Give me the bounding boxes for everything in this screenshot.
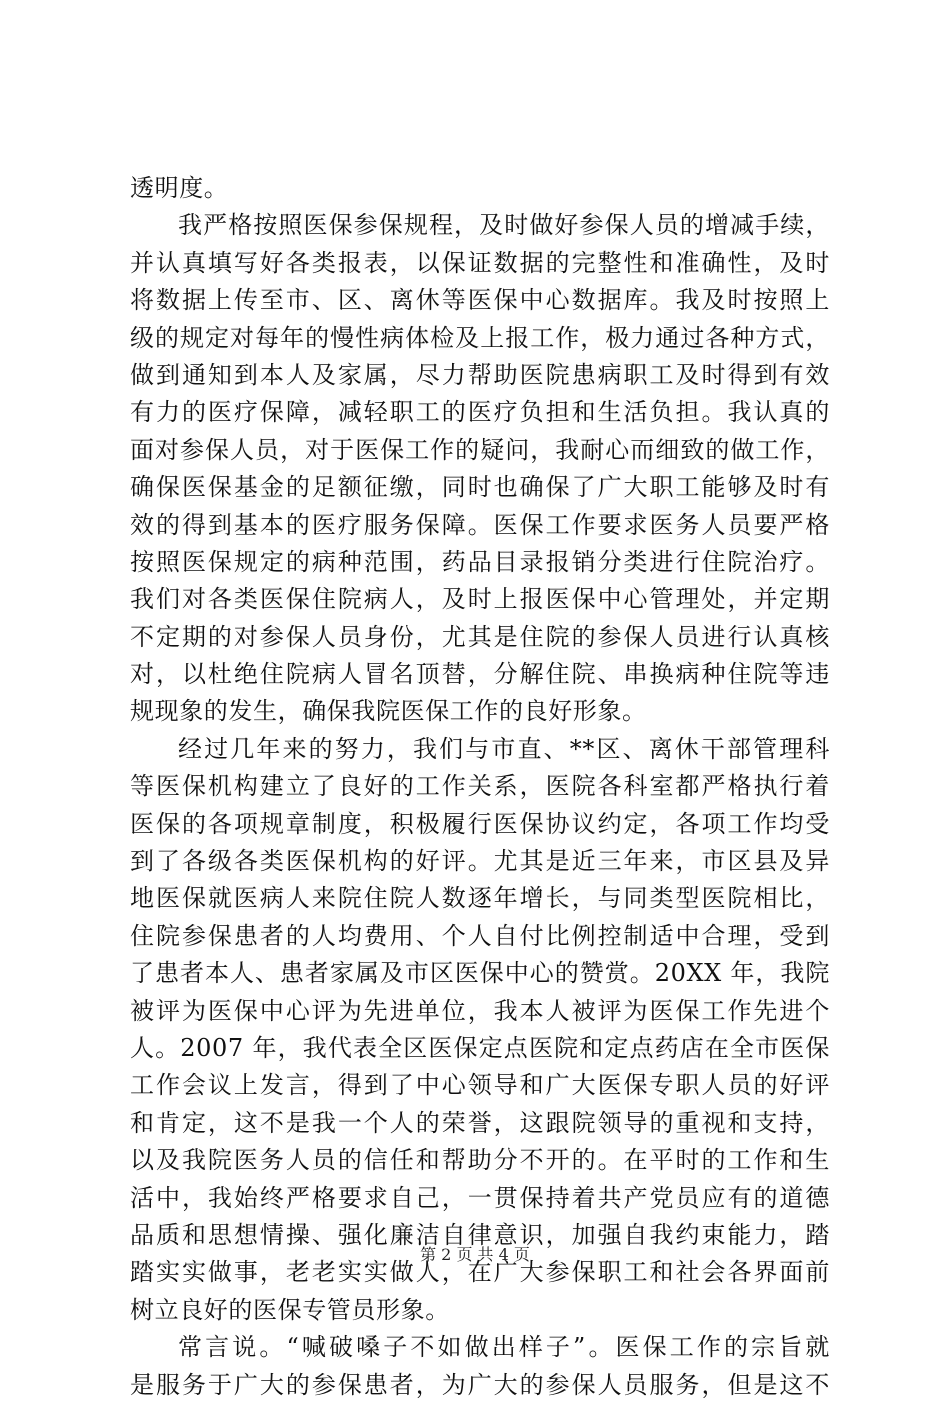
text-line: 透明度。 (130, 174, 229, 202)
text-line: 地医保就医病人来院住院人数逐年增长，与同类型医院相比， (130, 884, 830, 913)
page-footer: 第 2 页 共 4 页 (420, 1245, 530, 1264)
text-line: 工作会议上发言，得到了中心领导和广大医保专职人员的好评 (130, 1071, 830, 1100)
text-line: 活中，我始终严格要求自己，一贯保持着共产党员应有的道德 (130, 1183, 830, 1212)
text-line: 和肯定，这不是我一个人的荣誉，这跟院领导的重视和支持， (130, 1108, 830, 1137)
text-line: 并认真填写好各类报表，以保证数据的完整性和准确性，及时 (130, 248, 830, 277)
text-line: 我们对各类医保住院病人，及时上报医保中心管理处，并定期 (130, 585, 830, 614)
text-line: 常言说。“喊破嗓子不如做出样子”。医保工作的宗旨就 (178, 1333, 830, 1362)
text-line: 经过几年来的努力，我们与市直、**区、离休干部管理科 (178, 734, 830, 763)
text-line: 住院参保患者的人均费用、个人自付比例控制适中合理，受到 (130, 921, 830, 950)
text-line: 确保医保基金的足额征缴，同时也确保了广大职工能够及时有 (130, 473, 830, 502)
text-line: 不定期的对参保人员身份，尤其是住院的参保人员进行认真核 (130, 622, 830, 651)
text-line: 是服务于广大的参保患者，为广大的参保人员服务，但是这不 (130, 1370, 830, 1399)
text-line: 到了各级各类医保机构的好评。尤其是近三年来，市区县及异 (130, 847, 830, 876)
text-line: 树立良好的医保专管员形象。 (130, 1295, 450, 1324)
document-body (130, 170, 830, 1404)
text-line: 品质和思想情操、强化廉洁自律意识，加强自我约束能力，踏 (130, 1220, 830, 1249)
text-line: 做到通知到本人及家属，尽力帮助医院患病职工及时得到有效 (130, 360, 830, 389)
text-line: 等医保机构建立了良好的工作关系，医院各科室都严格执行着 (130, 772, 830, 801)
text-line: 面对参保人员，对于医保工作的疑问，我耐心而细致的做工作， (130, 435, 830, 464)
text-line: 了患者本人、患者家属及市区医保中心的赞赏。20XX 年，我院 (130, 959, 830, 988)
text-line: 按照医保规定的病种范围，药品目录报销分类进行住院治疗。 (130, 547, 830, 576)
text-line: 踏实实做事，老老实实做人，在广大参保职工和社会各界面前 (130, 1258, 830, 1287)
text-line: 被评为医保中心评为先进单位，我本人被评为医保工作先进个 (130, 996, 830, 1025)
text-line: 以及我院医务人员的信任和帮助分不开的。在平时的工作和生 (130, 1146, 830, 1175)
text-line: 人。2007 年，我代表全区医保定点医院和定点药店在全市医保 (130, 1033, 830, 1062)
text-line: 我严格按照医保参保规程，及时做好参保人员的增减手续， (178, 211, 830, 240)
text-line: 规现象的发生，确保我院医保工作的良好形象。 (130, 697, 647, 726)
text-line: 对，以杜绝住院病人冒名顶替，分解住院、串换病种住院等违 (130, 660, 830, 689)
text-line: 将数据上传至市、区、离休等医保中心数据库。我及时按照上 (130, 286, 830, 315)
text-line: 有力的医疗保障，减轻职工的医疗负担和生活负担。我认真的 (130, 398, 830, 427)
text-line: 效的得到基本的医疗服务保障。医保工作要求医务人员要严格 (130, 510, 830, 539)
text-line: 级的规定对每年的慢性病体检及上报工作，极力通过各种方式， (130, 323, 830, 352)
text-line: 医保的各项规章制度，积极履行医保协议约定，各项工作均受 (130, 809, 830, 838)
